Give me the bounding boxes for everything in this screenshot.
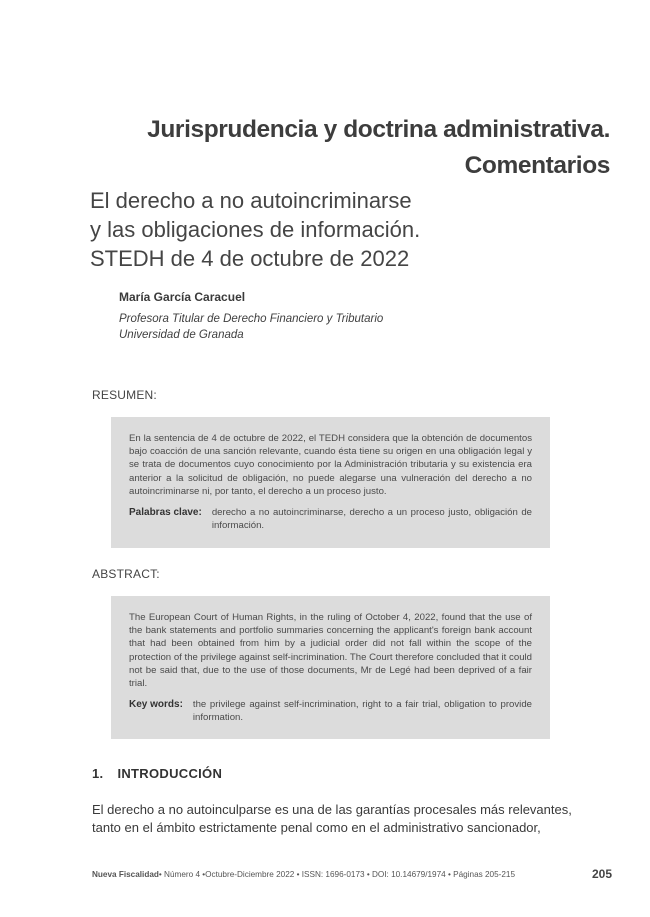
- resumen-label: RESUMEN:: [92, 388, 157, 402]
- affiliation-line-1: Profesora Titular de Derecho Financiero y Tributario: [119, 313, 384, 325]
- footer-info: • Número 4 •Octubre-Diciembre 2022 • ISSN: 1696-0173 • DOI: 10.14679/1974 • Páginas 205-215: [158, 869, 516, 879]
- intro-paragraph: [92, 801, 612, 837]
- resumen-keywords-row: [129, 506, 532, 532]
- footer-journal: Nueva Fiscalidad: [92, 869, 159, 879]
- resumen-keywords-label: Palabras clave:: [129, 507, 202, 519]
- abstract-box: [111, 596, 550, 739]
- article-title-line-2: y las obligaciones de información.: [90, 217, 421, 242]
- resumen-text: En la sentencia de 4 de octubre de 2022, el TEDH considera que la obtención de documentos bajo coacción de una sanción relevante, cuando ésta tiene su origen en una obligación legal y se trata de documentos cuyo conocimiento por la Administración tributaria y su existencia era anterior a la solicitud de obligación, no puede alegarse una vulneración del derecho a no autoincriminarse ni, por tanto, el derecho a un proceso justo.: [129, 433, 532, 497]
- author-name: María García Caracuel: [119, 290, 246, 304]
- article-title: [90, 186, 610, 273]
- intro-heading-title: INTRODUCCIÓN: [117, 766, 223, 781]
- affiliation-line-2: Universidad de Granada: [119, 329, 244, 341]
- section-title-line-2: Comentarios: [464, 152, 610, 179]
- page-footer: [92, 867, 612, 881]
- abstract-text: The European Court of Human Rights, in the ruling of October 4, 2022, found that the use of the bank statements and portfolio summaries concerning the applicant's foreign bank account that had been obtained from him by a judicial order did not fall within the scope of the protection of the privilege against self-incrimination. The Court therefore concluded that it could not be said that, due to the use of those documents, Mr de Legé had been deprived of a fair trial.: [129, 612, 532, 690]
- abstract-keywords: the privilege against self-incrimination, right to a fair trial, obligation to provide information.: [192, 699, 532, 724]
- abstract-keywords-label: Key words:: [129, 699, 183, 711]
- abstract-keywords-row: [129, 698, 532, 724]
- abstract-label: ABSTRACT:: [92, 567, 160, 581]
- intro-line-2: tanto en el ámbito estrictamente penal como en el administrativo sancionador,: [92, 820, 541, 835]
- section-title-line-1: Jurisprudencia y doctrina administrativa.: [147, 116, 610, 143]
- resumen-box: [111, 417, 550, 548]
- intro-line-1: El derecho a no autoinculparse es una de las garantías procesales más relevantes,: [92, 802, 572, 817]
- article-title-line-3: STEDH de 4 de octubre de 2022: [90, 246, 410, 271]
- section-title: [50, 112, 610, 184]
- intro-heading: [92, 766, 222, 781]
- intro-heading-number: 1.: [92, 766, 104, 781]
- article-title-line-1: El derecho a no autoincriminarse: [90, 188, 412, 213]
- author-affiliation: [119, 311, 383, 343]
- page-number: 205: [591, 867, 612, 881]
- resumen-keywords: derecho a no autoincriminarse, derecho a un proceso justo, obligación de información.: [211, 507, 532, 532]
